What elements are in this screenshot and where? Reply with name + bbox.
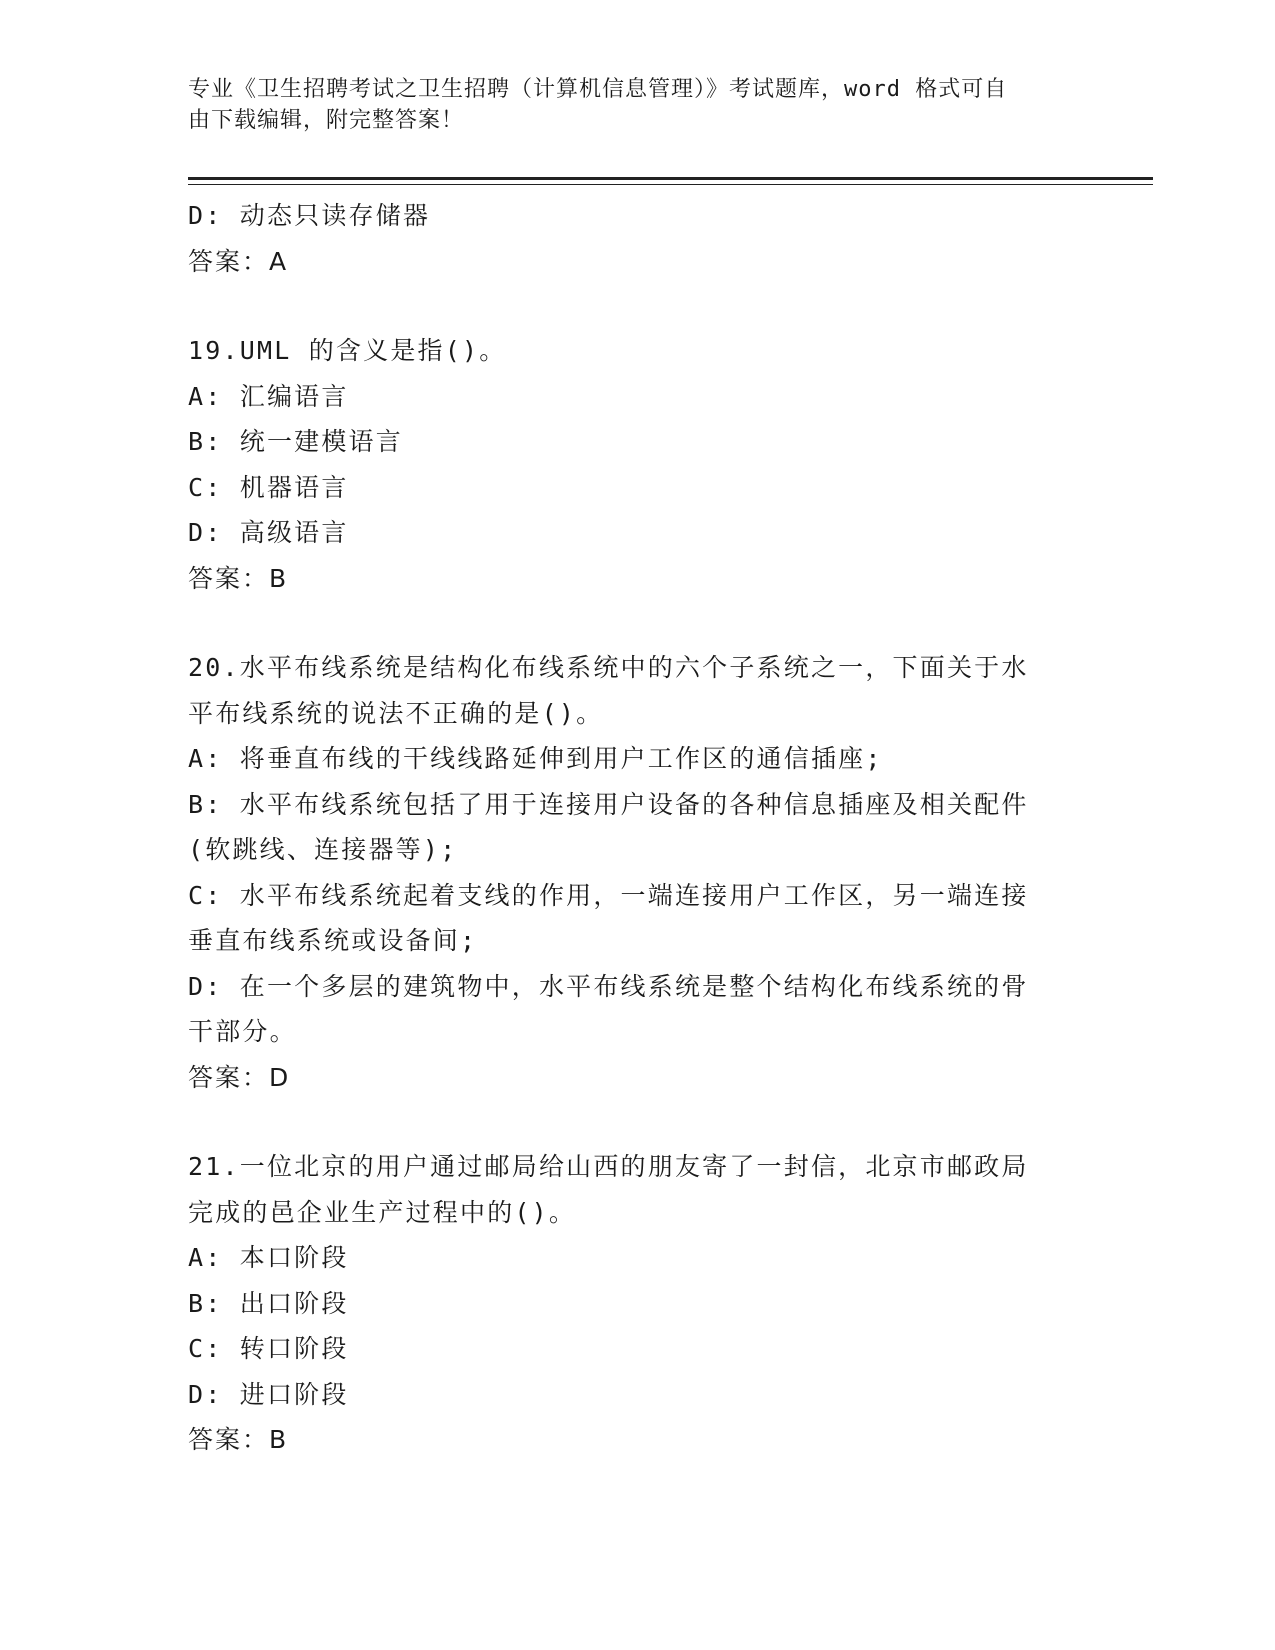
- option-a: A: 本口阶段: [188, 1243, 349, 1272]
- answer-label: 答案：A: [188, 246, 289, 276]
- option-a: A: 将垂直布线的干线线路延伸到用户工作区的通信插座;: [188, 744, 883, 773]
- document-header-note: [188, 74, 1068, 136]
- question-18-tail: [188, 193, 1068, 284]
- question-stem-line-1: 21.一位北京的用户通过邮局给山西的朋友寄了一封信，北京市邮政局: [188, 1152, 1029, 1181]
- answer-label: 答案：B: [188, 563, 289, 593]
- question-stem-line-2: 完成的邑企业生产过程中的()。: [188, 1197, 577, 1227]
- option-b: B: 统一建模语言: [188, 427, 403, 456]
- question-20: [188, 645, 1068, 1100]
- header-line-1: 专业《卫生招聘考试之卫生招聘（计算机信息管理）》考试题库，word 格式可自: [188, 77, 1008, 102]
- question-19: [188, 328, 1068, 601]
- question-stem: 19.UML 的含义是指()。: [188, 336, 507, 365]
- option-c-line-1: C: 水平布线系统起着支线的作用，一端连接用户工作区，另一端连接: [188, 880, 1029, 910]
- option-a: A: 汇编语言: [188, 381, 349, 411]
- option-d: D: 动态只读存储器: [188, 201, 431, 230]
- question-stem-line-1: 20.水平布线系统是结构化布线系统中的六个子系统之一，下面关于水: [188, 653, 1029, 682]
- answer-label: 答案：B: [188, 1425, 289, 1454]
- option-c: C: 机器语言: [188, 472, 349, 502]
- header-line-2: 由下载编辑，附完整答案！: [188, 108, 465, 133]
- option-b-line-1: B: 水平布线系统包括了用于连接用户设备的各种信息插座及相关配件: [188, 789, 1029, 819]
- option-b: B: 出口阶段: [188, 1288, 349, 1318]
- option-d: D: 进口阶段: [188, 1379, 349, 1409]
- option-c-line-2: 垂直布线系统或设备间;: [188, 926, 478, 955]
- question-21: [188, 1144, 1068, 1463]
- header-divider-thin: [188, 184, 1153, 185]
- answer-label: 答案：D: [188, 1062, 291, 1092]
- header-divider-thick: [188, 177, 1153, 180]
- question-content: [188, 193, 1068, 1463]
- option-c: C: 转口阶段: [188, 1334, 349, 1363]
- option-d-line-1: D: 在一个多层的建筑物中，水平布线系统是整个结构化布线系统的骨: [188, 971, 1029, 1001]
- option-b-line-2: (软跳线、连接器等);: [188, 835, 458, 864]
- option-d-line-2: 干部分。: [188, 1017, 297, 1046]
- option-d: D: 高级语言: [188, 518, 349, 547]
- question-stem-line-2: 平布线系统的说法不正确的是()。: [188, 698, 604, 728]
